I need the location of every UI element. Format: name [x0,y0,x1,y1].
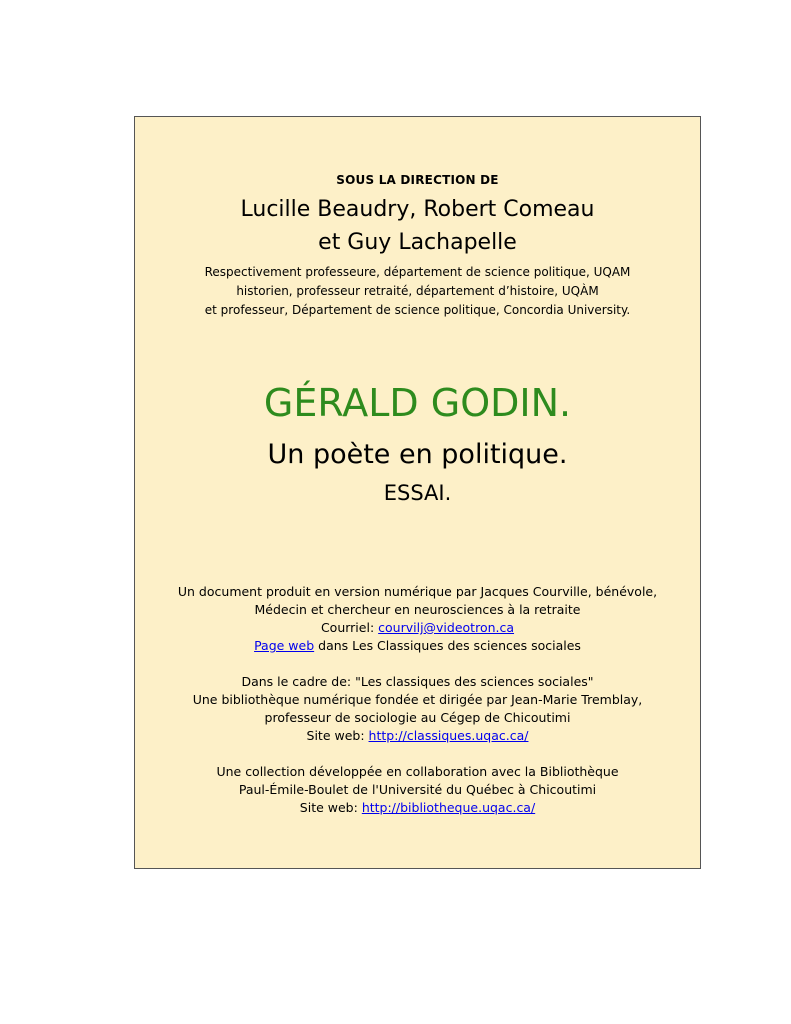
classiques-site-link[interactable]: http://classiques.uqac.ca/ [368,728,529,743]
site-web-label: Site web: [299,800,362,815]
email-link[interactable]: courvilj@videotron.ca [378,620,515,635]
authors [135,193,700,259]
site-web-label: Site web: [306,728,369,743]
page-web-line [135,637,700,655]
authors-line-1: Lucille Beaudry, Robert Comeau [240,197,595,222]
credits [135,583,700,817]
authors-line-2: et Guy Lachapelle [318,230,517,255]
book-subtitle: Un poète en politique. [267,439,568,470]
cadre-line: Une bibliothèque numérique fondée et dirigée par Jean-Marie Tremblay, [192,692,643,707]
collection-line: Une collection développée en collaboration avec la Bibliothèque [216,764,619,779]
cadre-line: professeur de sociologie au Cégep de Chicoutimi [264,710,571,725]
email-line [135,619,700,637]
affiliation-line: historien, professeur retraité, département d’histoire, UQÀM [236,284,599,298]
page-web-text: dans Les Classiques des sciences sociales [314,638,581,653]
credits-line: Médecin et chercheur en neurosciences à la retraite [254,602,581,617]
site-web-line-1 [135,727,700,745]
book-genre: ESSAI. [383,481,452,505]
bibliotheque-site-link[interactable]: http://bibliotheque.uqac.ca/ [361,800,536,815]
affiliations [135,263,700,320]
direction-label: SOUS LA DIRECTION DE [336,173,499,187]
collection-line: Paul-Émile-Boulet de l'Université du Québec à Chicoutimi [238,782,597,797]
affiliation-line: et professeur, Département de science politique, Concordia University. [204,303,631,317]
spacer [135,745,700,763]
book-title: GÉRALD GODIN. [263,381,572,425]
spacer [135,655,700,673]
site-web-line-2 [135,799,700,817]
cover-page [134,116,701,869]
page-web-link[interactable]: Page web [254,638,315,653]
credits-line: Un document produit en version numérique par Jacques Courville, bénévole, [177,584,658,599]
cadre-line: Dans le cadre de: "Les classiques des sciences sociales" [241,674,594,689]
email-label: Courriel: [320,620,379,635]
affiliation-line: Respectivement professeure, département de science politique, UQAM [204,265,631,279]
